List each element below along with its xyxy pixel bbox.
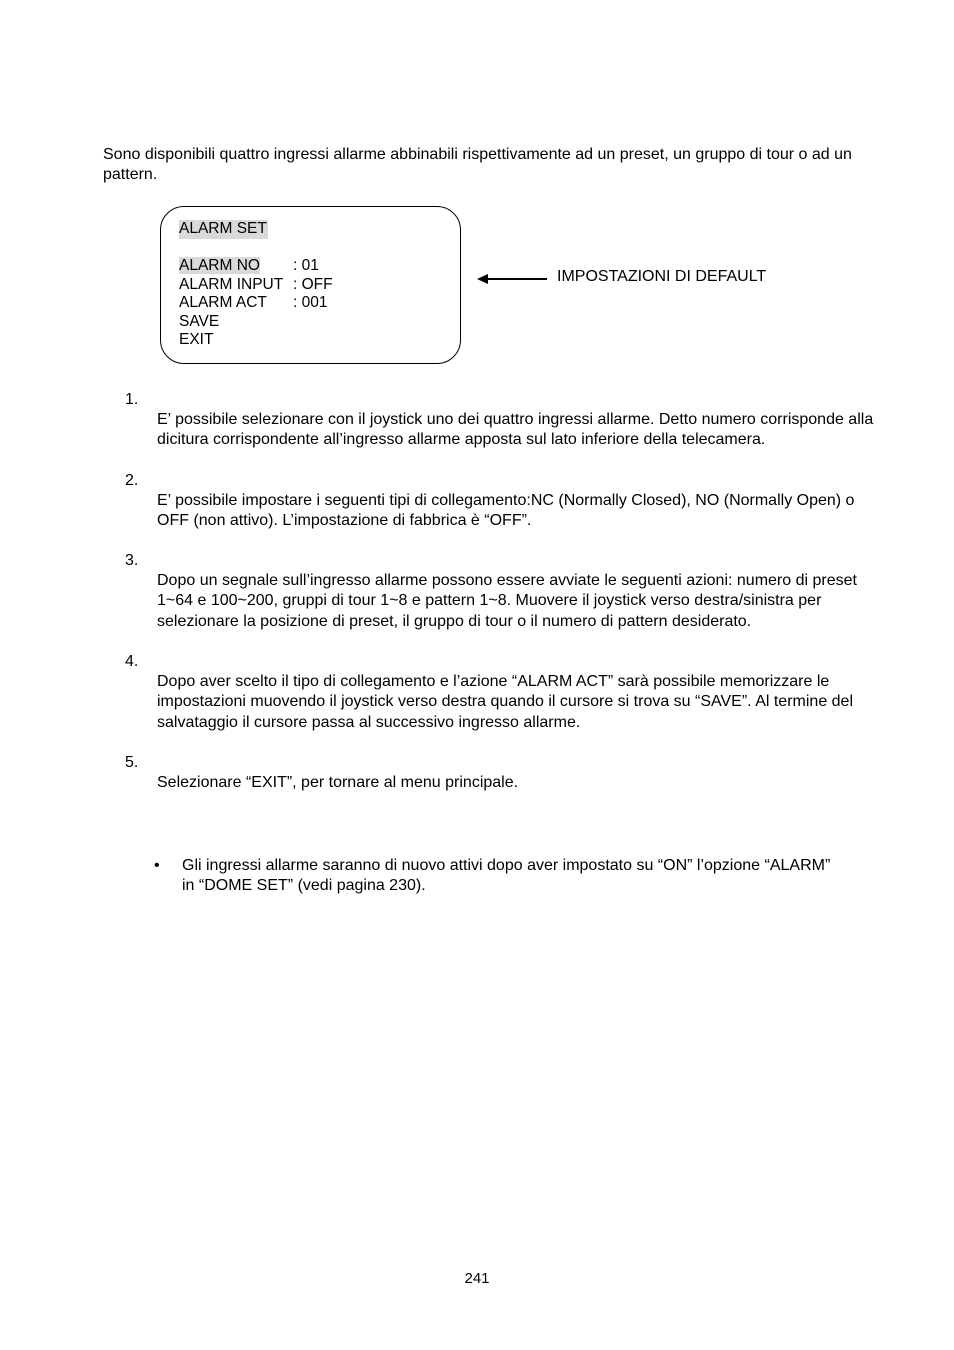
page-number: 241 (464, 1270, 490, 1287)
menu-label-alarm-no: ALARM NO (179, 257, 260, 274)
menu-label-alarm-act: ALARM ACT (179, 294, 267, 312)
list-item-number: 5. (125, 753, 139, 771)
menu-value-alarm-act: : 001 (293, 294, 328, 312)
list-item-number: 2. (125, 471, 139, 489)
menu-row-exit (179, 331, 333, 350)
list-item-text: Dopo aver scelto il tipo di collegamento e l’azione “ALARM ACT” sarà possibile memorizzare le impostazioni muovendo il joystick verso destra quando il cursore si trova su “SAVE”. Al termine del salvataggio il cursore passa al successivo ingresso allarme. (157, 673, 854, 731)
list-item (0, 551, 954, 632)
intro-paragraph: Sono disponibili quattro ingressi allarme abbinabili rispettivamente ad un preset, un gruppo di tour o ad un pattern. (103, 146, 852, 184)
list-item (0, 471, 954, 532)
numbered-list (0, 390, 954, 793)
menu-row-alarm-no (179, 257, 333, 276)
list-item-text: E’ possibile selezionare con il joystick uno dei quattro ingressi allarme. Detto numero corrisponde alla dicitura corrispondente all’ingresso allarme apposta sul lato inferiore della telecamera. (157, 411, 874, 449)
arrow-left-icon (477, 272, 547, 286)
list-item-text: Dopo un segnale sull’ingresso allarme possono essere avviate le seguenti azioni: numero di preset 1~64 e 100~200, gruppi di tour 1~8 e pattern 1~8. Muovere il joystick verso destra/sinistra per selezionare la posizione di preset, il gruppo di tour o il numero di pattern desiderato. (157, 572, 857, 630)
menu-label-save: SAVE (179, 312, 220, 330)
menu-label-exit: EXIT (179, 331, 214, 349)
list-item-number: 3. (125, 552, 139, 570)
list-item-number: 4. (125, 653, 139, 671)
menu-row-alarm-input (179, 276, 333, 295)
menu-row-save (179, 313, 333, 332)
list-item (0, 390, 954, 451)
list-item-text: Selezionare “EXIT”, per tornare al menu principale. (157, 773, 519, 791)
list-item-text: E’ possibile impostare i seguenti tipi di collegamento:NC (Normally Closed), NO (Normally Open) o OFF (non attivo). L’impostazione di fabbrica è “OFF”. (157, 491, 855, 529)
menu-label-alarm-input: ALARM INPUT (179, 275, 284, 293)
list-item-number: 1. (125, 391, 139, 408)
note-text: Gli ingressi allarme saranno di nuovo attivi dopo aver impostato su “ON” l’opzione “ALARM” in “DOME SET” (vedi pagina 230). (182, 857, 831, 895)
note-bullet (0, 856, 954, 897)
alarm-set-menu-box (160, 206, 461, 364)
menu-row-alarm-act (179, 294, 333, 313)
menu-value-alarm-input: : OFF (293, 275, 333, 293)
menu-value-alarm-no: : 01 (293, 257, 319, 274)
list-item (0, 652, 954, 733)
menu-title: ALARM SET (179, 220, 267, 237)
default-settings-label: IMPOSTAZIONI DI DEFAULT (557, 268, 767, 285)
bullet-icon: • (154, 857, 160, 874)
menu-rows (179, 257, 333, 350)
list-item (0, 753, 954, 793)
